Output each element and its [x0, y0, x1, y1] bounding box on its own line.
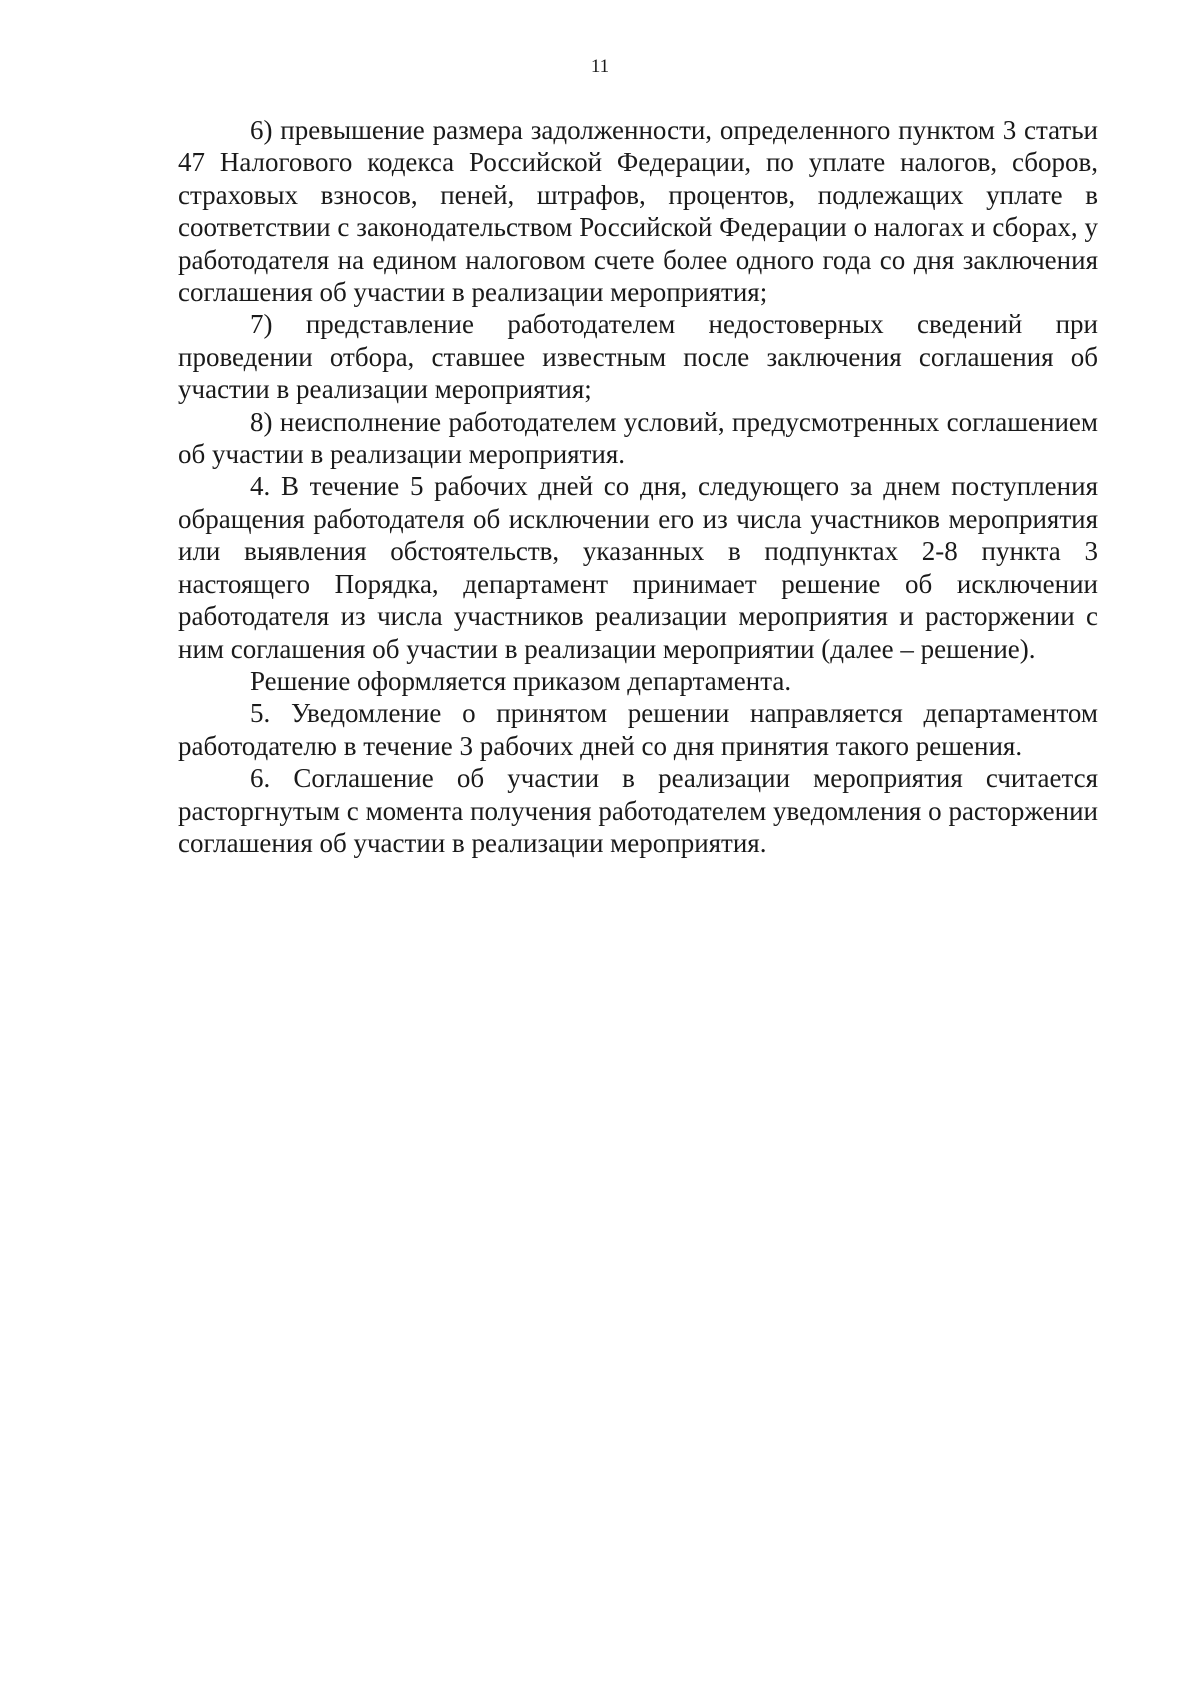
paragraph-subitem-7: 7) представление работодателем недостоверных сведений при проведении отбора, ставшее известным после заключения соглашения об участии в реализации мероприятия;: [178, 309, 1098, 405]
page-number: 11: [590, 56, 610, 77]
paragraph-subitem-8: 8) неисполнение работодателем условий, предусмотренных соглашением об участии в реализации мероприятия.: [178, 406, 1098, 470]
document-body: [178, 114, 1098, 859]
paragraph-subitem-6: 6) превышение размера задолженности, определенного пунктом 3 статьи 47 Налогового кодекса Российской Федерации, по уплате налогов, сборов, страховых взносов, пеней, штрафов, процентов, подлежащих уплате в соответствии с законодательством Российской Федерации о налогах и сборах, у работодателя на едином налоговом счете более одного года со дня заключения соглашения об участии в реализации мероприятия;: [178, 115, 1098, 308]
paragraph-decision-order: Решение оформляется приказом департамента.: [250, 665, 792, 696]
paragraph-item-6: 6. Соглашение об участии в реализации мероприятия считается расторгнутым с момента получения работодателем уведомления о расторжении соглашения об участии в реализации мероприятия.: [178, 763, 1098, 858]
paragraph-item-4: 4. В течение 5 рабочих дней со дня, следующего за днем поступления обращения работодателя об исключении его из числа участников мероприятия или выявления обстоятельств, указанных в подпунктах 2-8 пункта 3 настоящего Порядка, департамент принимает решение об исключении работодателя из числа участников реализации мероприятия и расторжении с ним соглашения об участии в реализации мероприятии (далее – решение).: [178, 471, 1098, 664]
paragraph-item-5: 5. Уведомление о принятом решении направляется департаментом работодателю в течение 3 рабочих дней со дня принятия такого решения.: [178, 698, 1098, 761]
